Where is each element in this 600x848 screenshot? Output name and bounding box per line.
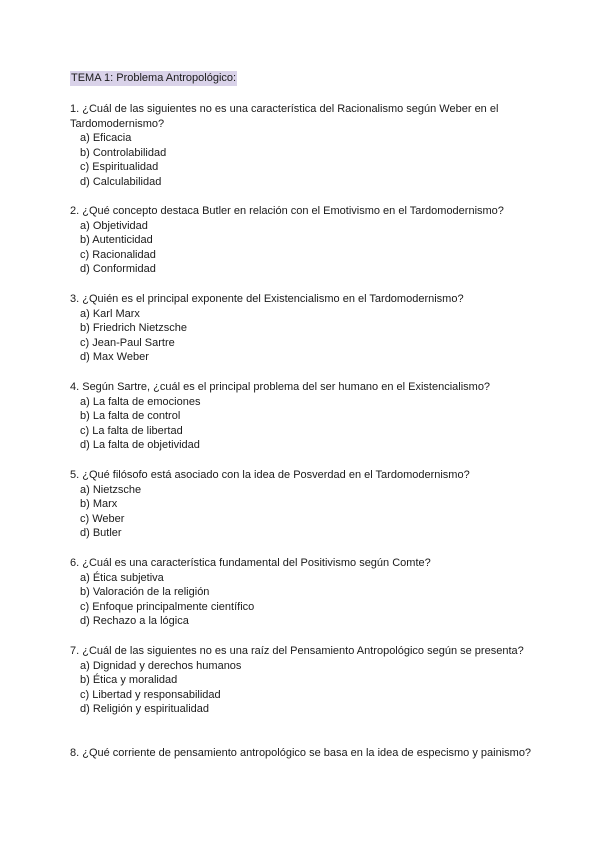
question-text: 3. ¿Quién es el principal exponente del Existencialismo en el Tardomodernismo?	[70, 293, 464, 305]
option-list	[70, 571, 532, 629]
question-text: 6. ¿Cuál es una característica fundamental del Positivismo según Comte?	[70, 557, 431, 569]
question-6	[70, 556, 532, 629]
question-text: 1. ¿Cuál de las siguientes no es una característica del Racionalismo según Weber en el Tardomodernismo?	[70, 103, 499, 130]
option-list	[70, 131, 532, 189]
option: a) Eficacia	[80, 132, 132, 145]
option: a) Dignidad y derechos humanos	[80, 659, 242, 672]
option: c) Jean-Paul Sartre	[80, 336, 175, 349]
option: b) Valoración de la religión	[80, 586, 210, 599]
question-5	[70, 468, 532, 541]
question-1	[70, 102, 532, 190]
option: d) Rechazo a la lógica	[80, 615, 189, 628]
option: c) Racionalidad	[80, 248, 156, 261]
option: a) Ética subjetiva	[80, 571, 164, 584]
option: d) Butler	[80, 527, 122, 540]
option: c) Weber	[80, 512, 125, 525]
question-text: 2. ¿Qué concepto destaca Butler en relación con el Emotivismo en el Tardomodernismo?	[70, 205, 504, 217]
option: c) Enfoque principalmente científico	[80, 600, 255, 613]
question-4	[70, 380, 532, 453]
option: c) Libertad y responsabilidad	[80, 688, 221, 701]
option: d) Religión y espiritualidad	[80, 703, 210, 716]
question-2	[70, 204, 532, 277]
option: d) Conformidad	[80, 263, 156, 276]
question-7	[70, 644, 532, 717]
option: a) Nietzsche	[80, 483, 142, 496]
option-list	[70, 219, 532, 277]
option: c) La falta de libertad	[80, 424, 183, 437]
question-text: 4. Según Sartre, ¿cuál es el principal problema del ser humano en el Existencialismo?	[70, 381, 491, 393]
option-list	[70, 307, 532, 365]
question-text: 8. ¿Qué corriente de pensamiento antropológico se basa en la idea de especismo y painismo?	[70, 747, 532, 759]
question-text: 7. ¿Cuál de las siguientes no es una raíz del Pensamiento Antropológico según se presenta?	[70, 645, 524, 657]
option: d) Max Weber	[80, 351, 149, 364]
question-3	[70, 292, 532, 365]
option: d) La falta de objetividad	[80, 439, 200, 452]
option: a) La falta de emociones	[80, 395, 201, 408]
question-8	[70, 746, 532, 761]
option: c) Espiritualidad	[80, 161, 159, 174]
option: b) Autenticidad	[80, 234, 153, 247]
option-list	[70, 659, 532, 717]
option: b) Marx	[80, 498, 118, 511]
option: b) Controlabilidad	[80, 146, 167, 159]
option: d) Calculabilidad	[80, 175, 162, 188]
option: b) Ética y moralidad	[80, 674, 178, 687]
option: a) Objetividad	[80, 219, 148, 232]
section-title: TEMA 1: Problema Antropológico:	[71, 72, 237, 84]
question-text: 5. ¿Qué filósofo está asociado con la idea de Posverdad en el Tardomodernismo?	[70, 469, 470, 481]
option: a) Karl Marx	[80, 307, 140, 320]
option-list	[70, 395, 532, 453]
option: b) La falta de control	[80, 410, 181, 423]
option: b) Friedrich Nietzsche	[80, 322, 187, 335]
option-list	[70, 483, 532, 541]
